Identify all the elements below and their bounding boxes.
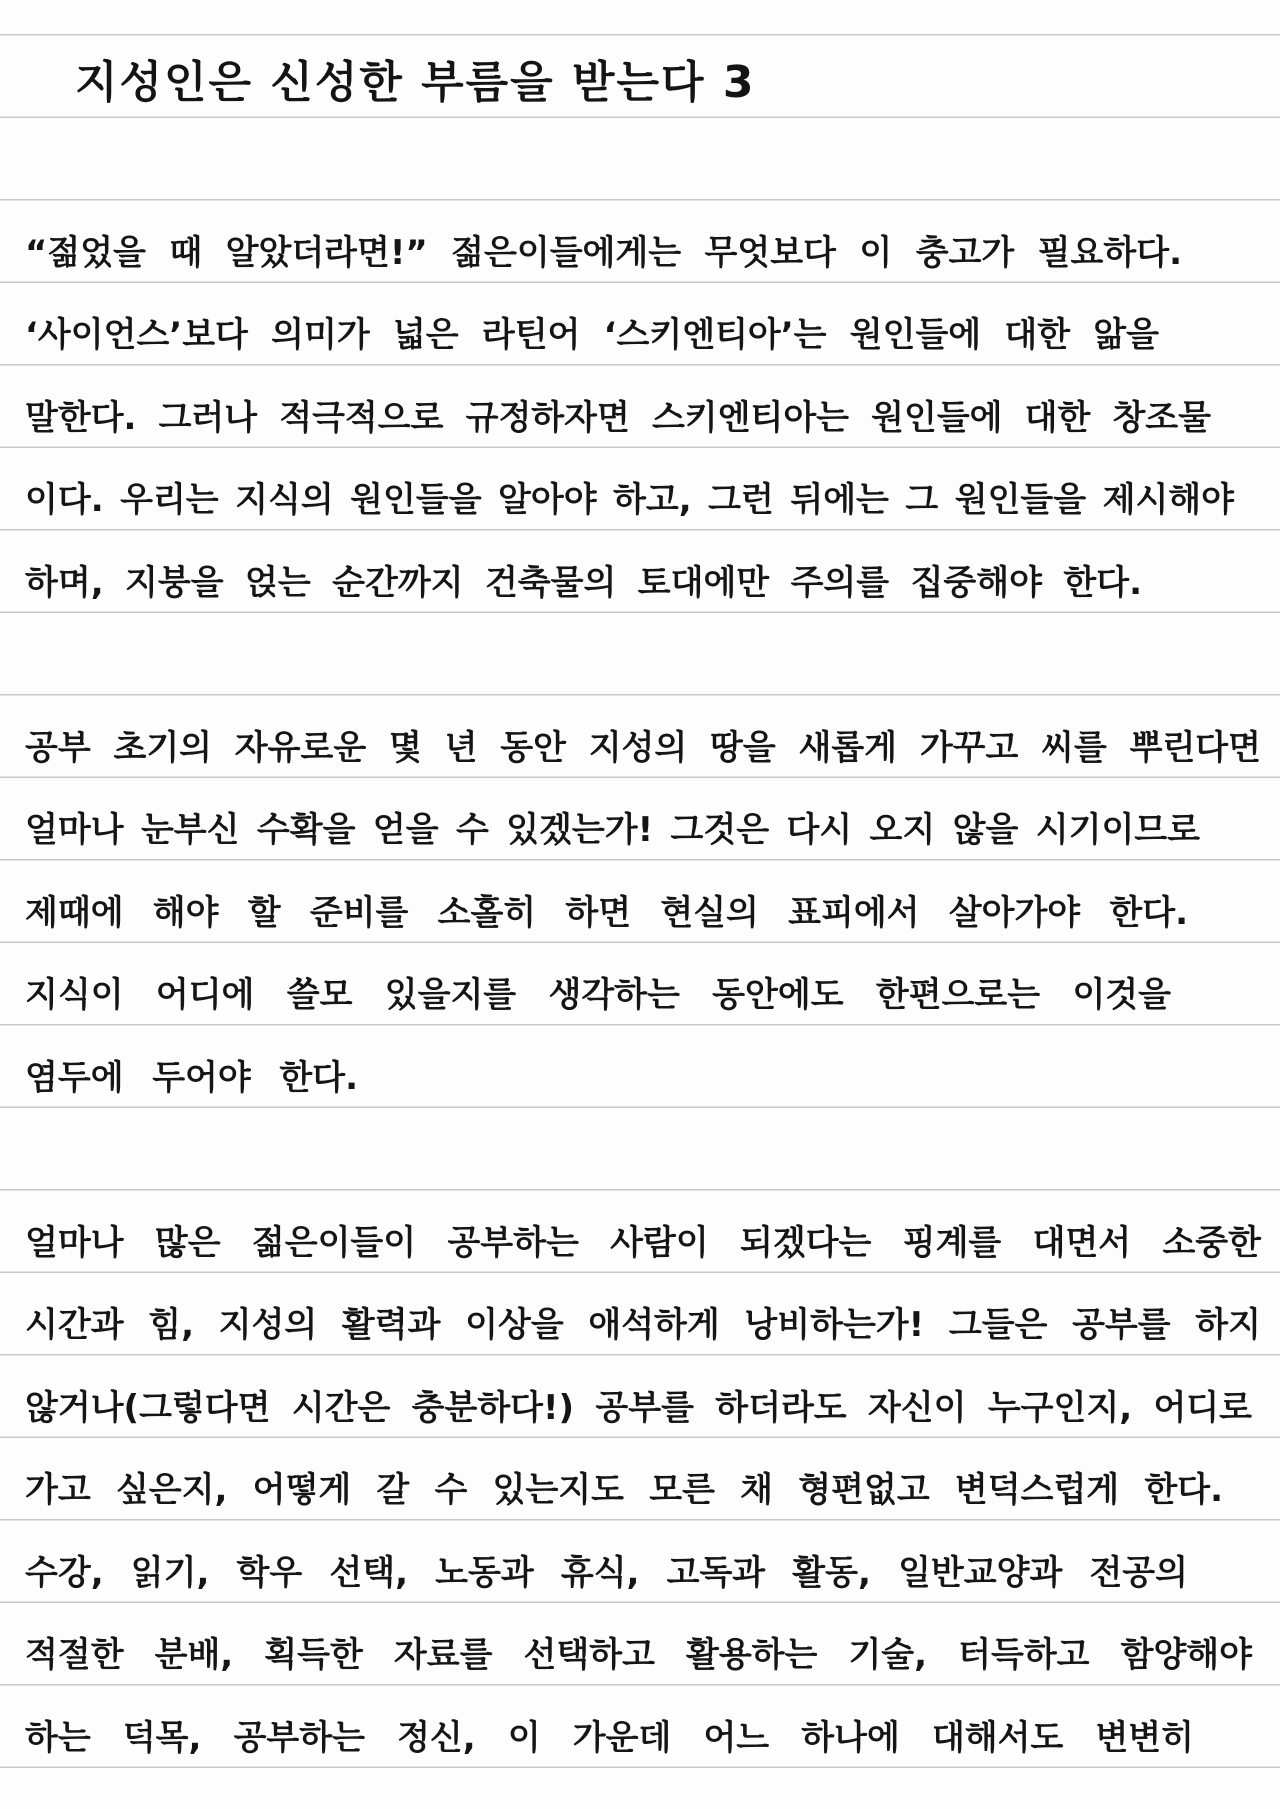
text-line: 말한다. 그러나 적극적으로 규정하자면 스키엔티아는 원인들에 대한 창조물 <box>25 397 1211 438</box>
text-row <box>0 860 1280 943</box>
paragraph-3 <box>0 1190 1280 1768</box>
text-line: 가고 싶은지, 어떻게 갈 수 있는지도 모른 채 형편없고 변덕스럽게 한다. <box>25 1470 1223 1510</box>
text-row <box>0 448 1280 531</box>
text-line: “젊었을 때 알았더라면!” 젊은이들에게는 무엇보다 이 충고가 필요하다. <box>25 232 1182 273</box>
text-row <box>0 200 1280 283</box>
text-row <box>0 283 1280 366</box>
text-row <box>0 1520 1280 1603</box>
text-line: 지식이 어디에 쓸모 있을지를 생각하는 동안에도 한편으로는 이것을 <box>25 975 1171 1015</box>
text-row <box>0 1438 1280 1521</box>
text-rows <box>0 35 1280 1768</box>
text-line: 않거나(그렇다면 시간은 충분하다!) 공부를 하더라도 자신이 누구인지, 어디로 <box>25 1387 1252 1428</box>
text-row <box>0 1190 1280 1273</box>
text-row <box>0 943 1280 1026</box>
text-row <box>0 1025 1280 1108</box>
text-row <box>0 1603 1280 1686</box>
text-line: 얼마나 눈부신 수확을 얻을 수 있겠는가! 그것은 다시 오지 않을 시기이므로 <box>25 810 1200 850</box>
blank-row <box>0 118 1280 201</box>
title-row <box>0 35 1280 118</box>
text-row <box>0 530 1280 613</box>
text-row <box>0 1273 1280 1356</box>
text-line: 적절한 분배, 획득한 자료를 선택하고 활용하는 기술, 터득하고 함양해야 <box>25 1635 1252 1675</box>
text-line: 얼마나 많은 젊은이들이 공부하는 사람이 되겠다는 핑계를 대면서 소중한 <box>25 1222 1261 1263</box>
text-row <box>0 778 1280 861</box>
text-row <box>0 1685 1280 1768</box>
text-line: 하는 덕목, 공부하는 정신, 이 가운데 어느 하나에 대해서도 변변히 <box>25 1717 1194 1758</box>
blank-row <box>0 613 1280 696</box>
text-line: 시간과 힘, 지성의 활력과 이상을 애석하게 낭비하는가! 그들은 공부를 하지 <box>25 1305 1261 1345</box>
paragraph-2 <box>0 695 1280 1108</box>
text-line: 이다. 우리는 지식의 원인들을 알아야 하고, 그런 뒤에는 그 원인들을 제시해야 <box>25 480 1234 520</box>
paragraph-1 <box>0 200 1280 613</box>
page-title: 지성인은 신성한 부름을 받는다 3 <box>75 56 756 108</box>
text-row <box>0 1355 1280 1438</box>
text-row <box>0 695 1280 778</box>
blank-row <box>0 1108 1280 1191</box>
text-line: 염두에 두어야 한다. <box>25 1057 358 1098</box>
text-line: 공부 초기의 자유로운 몇 년 동안 지성의 땅을 새롭게 가꾸고 씨를 뿌린다면 <box>25 727 1261 768</box>
text-line: 제때에 해야 할 준비를 소홀히 하면 현실의 표피에서 살아가야 한다. <box>25 892 1188 933</box>
text-row <box>0 365 1280 448</box>
text-line: 수강, 읽기, 학우 선택, 노동과 휴식, 고독과 활동, 일반교양과 전공의 <box>25 1552 1188 1593</box>
text-line: 하며, 지붕을 얹는 순간까지 건축물의 토대에만 주의를 집중해야 한다. <box>25 562 1142 603</box>
text-line: ‘사이언스’보다 의미가 넓은 라틴어 ‘스키엔티아’는 원인들에 대한 앎을 <box>25 315 1159 355</box>
